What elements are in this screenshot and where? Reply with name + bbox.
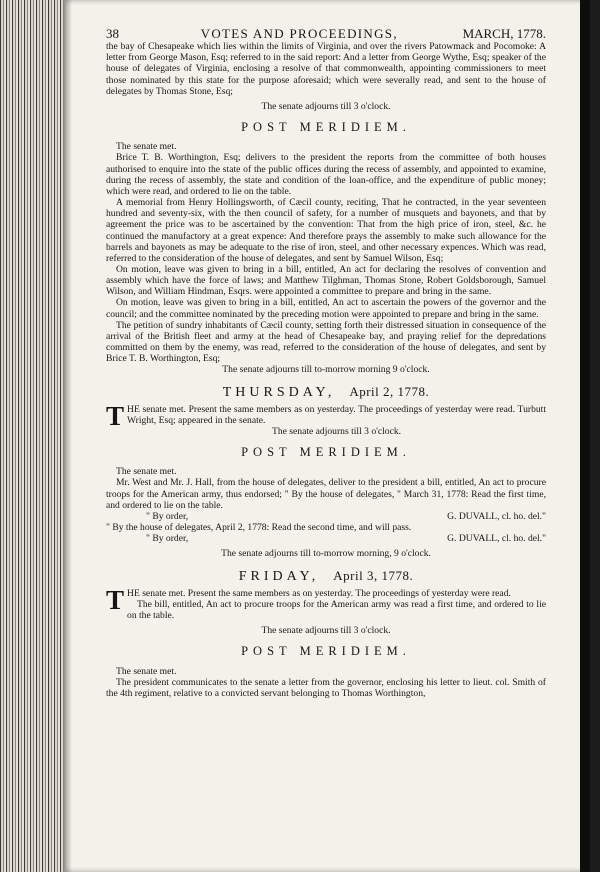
pm1-adjourn: The senate adjourns till to-morrow morning 9 o'clock. [222,364,430,376]
pm1-paragraph: A memorial from Henry Hollingsworth, of Cæcil county, reciting, That he contracted, in the year seventeen hundred and seventy-six, with the then council of safety, for a number of musquets and bayonets, and that by agreement the price was to be ascertained by the convention: That from the high price of iron, steel, &c. he continued the manufactory at a great expence: And therefore prays the assembly to make such allowance for the barrels and bayonets as may be adequate to the rise of iron, steel, and other necessary expences. Which was read, referred to the consideration of the house of delegates, and sent by Samuel Wilson, Esq; [106,197,546,264]
thursday-heading [106,383,546,400]
order-signature [106,511,546,522]
friday-adjourn: The senate adjourns till 3 o'clock. [261,625,391,637]
page-content [106,28,546,699]
order-label: " By order, [146,510,189,522]
pm1-heading: POST MERIDIEM. [241,120,411,135]
friday-bill: The bill, entitled, An act to procure troops for the American army was read a first time, and ordered to lie on the table. [127,598,546,622]
pm3-paragraph: The president communicates to the senate a letter from the governor, enclosing his letter to lieut. col. Smith of the 4th regiment, relative to a convicted servant belonging to Thomas Worthington, [106,676,546,699]
clerk-signature: G. DUVALL, cl. ho. del." [447,510,546,522]
friday-heading [106,567,546,584]
running-title: VOTES AND PROCEEDINGS, [200,26,398,41]
intro-adjourn: The senate adjourns till 3 o'clock. [261,100,391,112]
pm1-met: The senate met. [116,141,177,153]
pm2-paragraph: Mr. West and Mr. J. Hall, from the house of delegates, deliver to the president a bill, entitled, An act to procure troops for the American army, thus endorsed; " By the house of delegates, " March 31, 1778: Read the first time, and ordered to lie on the table. [106,477,546,511]
pm2-heading: POST MERIDIEM. [241,445,411,460]
thursday-opening [106,400,546,431]
intro-paragraph: the bay of Chesapeake which lies within the limits of Virginia, and over the rivers Patowmack and Pocomoke: A letter from George Mason, Esq; referred to in the said report: And a letter from George Wythe, Esq; speaker of the house of delegates of Virginia, enclosing a resolve of that commonwealth, appointing commissioners to meet those nominated by this state for the purpose aforesaid; which were severally read, and sent to the house of delegates by Thomas Stone, Esq; [106,41,546,97]
drop-cap: T [106,400,125,431]
friday-opening-text: HE senate met. Present the same members as on yesterday. The proceedings of yesterday were read. [127,587,511,599]
pm3-met: The senate met. [116,665,177,677]
pm1-paragraph: On motion, leave was given to bring in a bill, entitled, An act to ascertain the powers of the governor and the council; and the committee nominated by the preceding motion were appointed to prepare and bring in the same. [106,297,546,320]
pm1-paragraph: On motion, leave was given to bring in a bill, entitled, An act for declaring the resolves of convention and assembly which have the force of laws; and Matthew Tilghman, Thomas Stone, Robert Goldsborough, Samuel Wilson, and William Hindman, Esqrs. were appointed a committee to prepare and bring in the same. [106,263,546,298]
page-edge [580,0,590,872]
order-signature [106,533,546,544]
page-number: 38 [106,26,119,41]
thursday-opening-text: HE senate met. Present the same members as on yesterday. The proceedings of yesterday were read. Turbutt Wright, Esq; appeared in the senate. [127,403,546,426]
book-gutter [0,0,66,872]
pm2-adjourn: The senate adjourns till to-morrow morning, 9 o'clock. [221,548,431,560]
pm2-endorsement: " By the house of delegates, April 2, 1778: Read the second time, and will pass. [106,522,412,534]
order-label: " By order, [146,533,189,545]
thursday-day: THURSDAY, [222,384,336,400]
pm1-paragraph: The petition of sundry inhabitants of Cæcil county, setting forth their distressed situation in consequence of the arrival of the British fleet and army at the head of Chesapeake bay, and praying relief for the depredations committed on them by the enemy, was read, referred to the consideration of the house of delegates, and sent by Brice T. B. Worthington, Esq; [106,319,546,365]
thursday-date: April 2, 1778. [349,383,430,399]
pm2-met: The senate met. [116,466,177,478]
friday-date: April 3, 1778. [333,567,414,583]
friday-day: FRIDAY, [238,568,320,584]
running-header [106,28,546,39]
pm3-heading: POST MERIDIEM. [241,644,411,659]
running-date: MARCH, 1778. [462,26,546,41]
thursday-adjourn: The senate adjourns till 3 o'clock. [271,426,402,437]
drop-cap: T [106,584,125,615]
clerk-signature: G. DUVALL, cl. ho. del." [447,533,546,545]
pm1-paragraph: Brice T. B. Worthington, Esq; delivers to the president the reports from the committee of both houses authorised to enquire into the state of the public offices during the recess of assembly, and appointed to examine, during the recess of assembly, the state and condition of the loan-office, and the expenditure of public money; which were read, and ordered to lie on the table. [106,152,546,197]
